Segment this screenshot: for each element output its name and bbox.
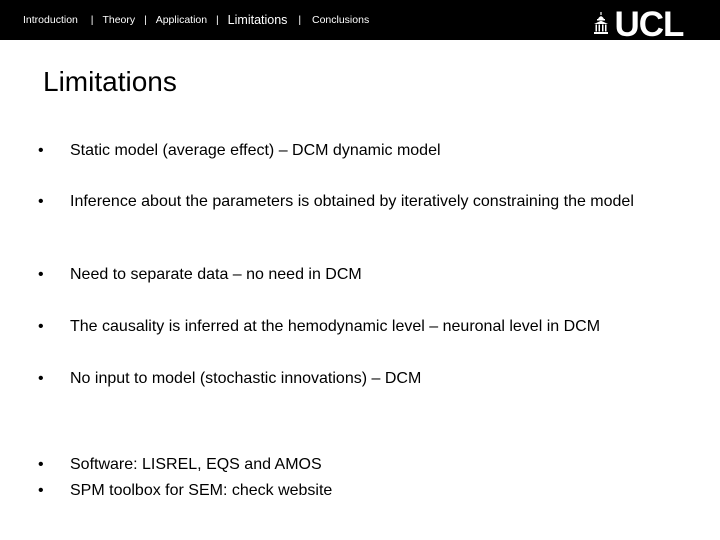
nav-separator: |	[90, 14, 94, 27]
ucl-portico-icon	[594, 12, 608, 36]
bullet-item: Software: LISREL, EQS and AMOS	[70, 456, 322, 473]
top-bar	[0, 0, 720, 44]
bullet-item: Inference about the parameters is obtained by iteratively constraining the model	[70, 193, 634, 210]
nav-item-limitations[interactable]: Limitations	[227, 13, 288, 28]
bullet-marker: •	[38, 193, 44, 210]
bullet-marker: •	[38, 482, 44, 499]
nav-item-application[interactable]: Application	[155, 14, 208, 27]
nav-separator: |	[298, 14, 302, 27]
bullet-item: No input to model (stochastic innovations) – DCM	[70, 370, 422, 387]
nav-item-theory[interactable]: Theory	[102, 14, 136, 27]
bullet-marker: •	[38, 142, 44, 159]
ucl-logo-text: UCL	[614, 5, 684, 44]
bullet-marker: •	[38, 266, 44, 283]
ucl-logo	[594, 5, 684, 44]
section-nav	[23, 12, 369, 28]
bullet-marker: •	[38, 456, 44, 473]
bullet-item: SPM toolbox for SEM: check website	[70, 482, 333, 499]
bullet-item: Static model (average effect) – DCM dynamic model	[70, 142, 441, 159]
nav-separator: |	[144, 14, 147, 27]
slide-title: Limitations	[43, 66, 177, 97]
bullet-item: Need to separate data – no need in DCM	[70, 266, 362, 283]
nav-item-conclusions[interactable]: Conclusions	[312, 14, 370, 27]
bullet-item: The causality is inferred at the hemodynamic level – neuronal level in DCM	[70, 318, 601, 335]
bullet-marker: •	[38, 370, 44, 387]
nav-item-introduction[interactable]: Introduction	[23, 14, 78, 27]
nav-separator: |	[216, 14, 219, 27]
bullet-marker: •	[38, 318, 44, 335]
